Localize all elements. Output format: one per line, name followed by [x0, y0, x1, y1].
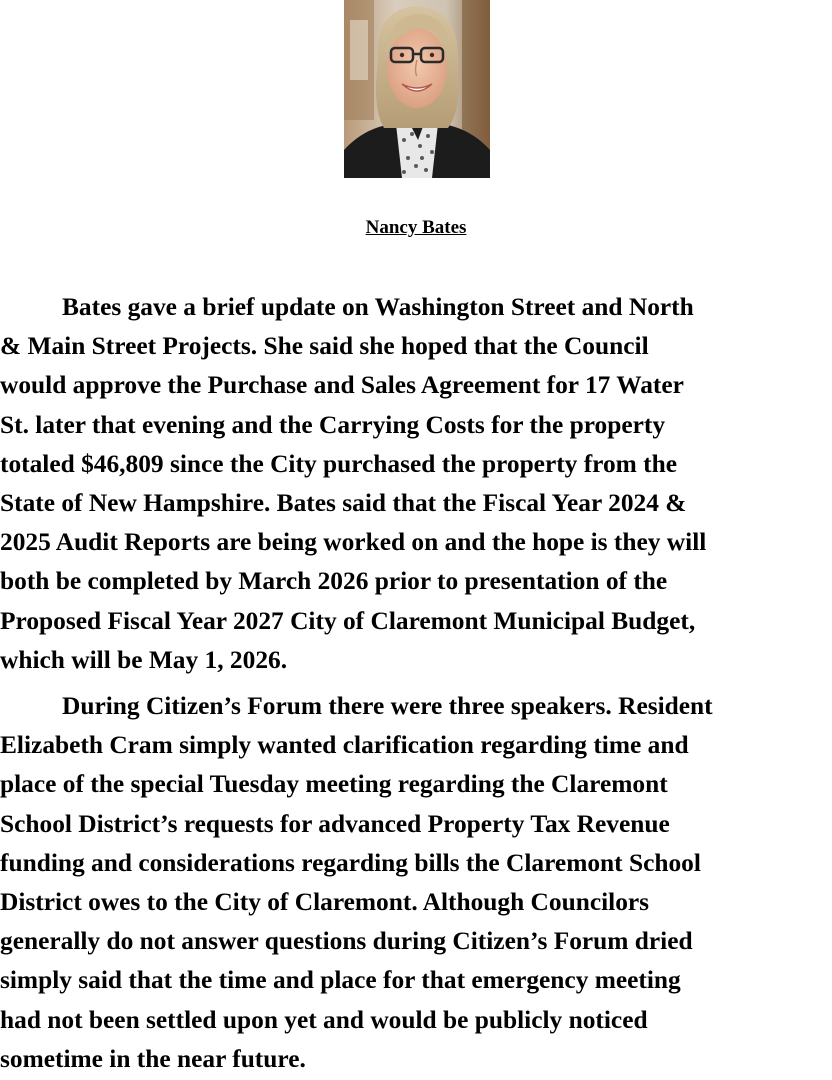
paragraph-line: had not been settled upon yet and would be publicly noticed — [0, 1005, 648, 1034]
paragraph-line: St. later that evening and the Carrying Costs for the property — [0, 410, 666, 439]
paragraph-line: Bates gave a brief update on Washington Street and North — [62, 293, 694, 321]
paragraph-line: During Citizen’s Forum there were three speakers. Resident — [62, 692, 713, 721]
paragraph-line: funding and considerations regarding bills the Claremont School — [0, 848, 701, 877]
paragraph-line: School District’s requests for advanced Property Tax Revenue — [0, 809, 670, 838]
paragraph-line: would approve the Purchase and Sales Agreement for 17 Water — [0, 371, 684, 400]
portrait-photo — [344, 0, 490, 178]
paragraph-line: sometime in the near future. — [0, 1044, 306, 1073]
paragraph-line: generally do not answer questions during Citizen’s Forum dried — [0, 927, 693, 956]
paragraph-line: District owes to the City of Claremont. Although Councilors — [0, 888, 650, 917]
paragraph-citizens-forum — [0, 687, 832, 1079]
paragraph-line: both be completed by March 2026 prior to presentation of the — [0, 567, 668, 596]
paragraph-line: Proposed Fiscal Year 2027 City of Claremont Municipal Budget, — [0, 606, 696, 635]
paragraph-line: which will be May 1, 2026. — [0, 645, 288, 674]
article-body — [0, 288, 832, 1079]
paragraph-line: & Main Street Projects. She said she hoped that the Council — [0, 332, 649, 361]
photo-caption: Nancy Bates — [365, 217, 467, 238]
paragraph-line: simply said that the time and place for that emergency meeting — [0, 966, 681, 995]
paragraph-line: State of New Hampshire. Bates said that the Fiscal Year 2024 & — [0, 489, 687, 518]
paragraph-line: totaled $46,809 since the City purchased the property from the — [0, 449, 678, 478]
paragraph-line: 2025 Audit Reports are being worked on and the hope is they will — [0, 528, 707, 557]
paragraph-update — [0, 288, 832, 680]
paragraph-line: Elizabeth Cram simply wanted clarification regarding time and — [0, 731, 689, 760]
portrait-image — [344, 0, 490, 178]
paragraph-line: place of the special Tuesday meeting regarding the Claremont — [0, 770, 668, 799]
